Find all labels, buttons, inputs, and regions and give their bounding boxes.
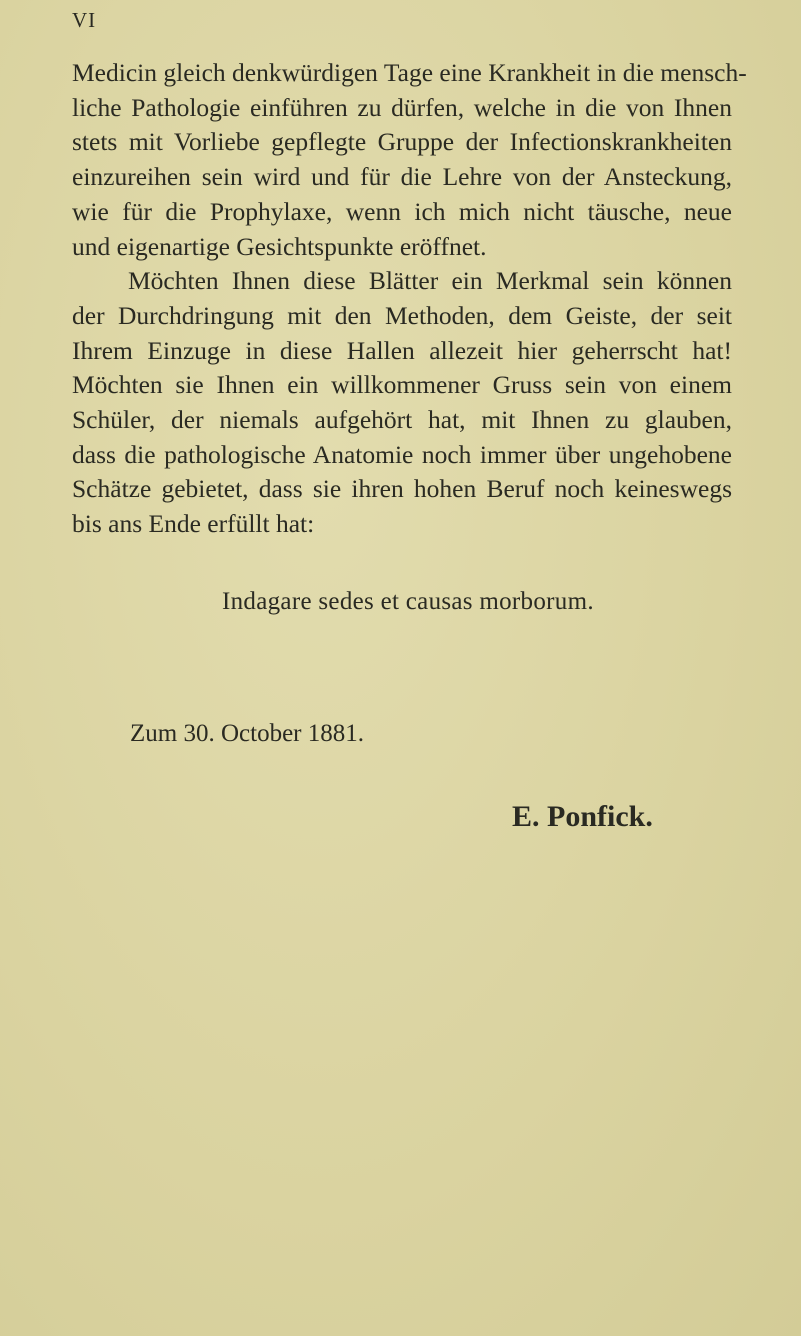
text-line: und eigenartige Gesichtspunkte eröffnet. [72,231,487,261]
text-line: dass die pathologische Anatomie noch immer über ungehobene [72,439,732,469]
text-line: Medicin gleich denkwürdigen Tage eine Krankheit in die mensch- [72,58,747,87]
motto: Indagare sedes et causas morborum. [222,588,594,615]
text-line: Schüler, der niemals aufgehört hat, mit Ihnen zu glauben, [72,405,732,435]
text-line: Möchten Ihnen diese Blätter ein Merkmal sein können [128,266,732,296]
text-line: Ihrem Einzuge in diese Hallen allezeit hier geherrscht hat! [72,335,732,365]
paragraph-1 [72,56,747,264]
text-line: Schätze gebietet, dass sie ihren hohen Beruf noch keineswegs [72,474,732,504]
text-line: liche Pathologie einführen zu dürfen, welche in die von Ihnen [72,92,732,122]
text-line: wie für die Prophylaxe, wenn ich mich nicht täusche, neue [72,196,732,226]
page-number: VI [72,8,97,32]
paragraph-2 [72,264,732,542]
text-line: einzureihen sein wird und für die Lehre von der Ansteckung, [72,162,732,192]
text-line: der Durchdringung mit den Methoden, dem Geiste, der seit [72,300,732,330]
body-text [72,56,747,542]
date-line: Zum 30. October 1881. [130,720,364,747]
text-line: bis ans Ende erfüllt hat: [72,509,315,539]
text-line: stets mit Vorliebe gepflegte Gruppe der Infectionskrankheiten [72,127,732,157]
text-line: Möchten sie Ihnen ein willkommener Gruss sein von einem [72,370,732,400]
signature: E. Ponfick. [512,800,653,833]
